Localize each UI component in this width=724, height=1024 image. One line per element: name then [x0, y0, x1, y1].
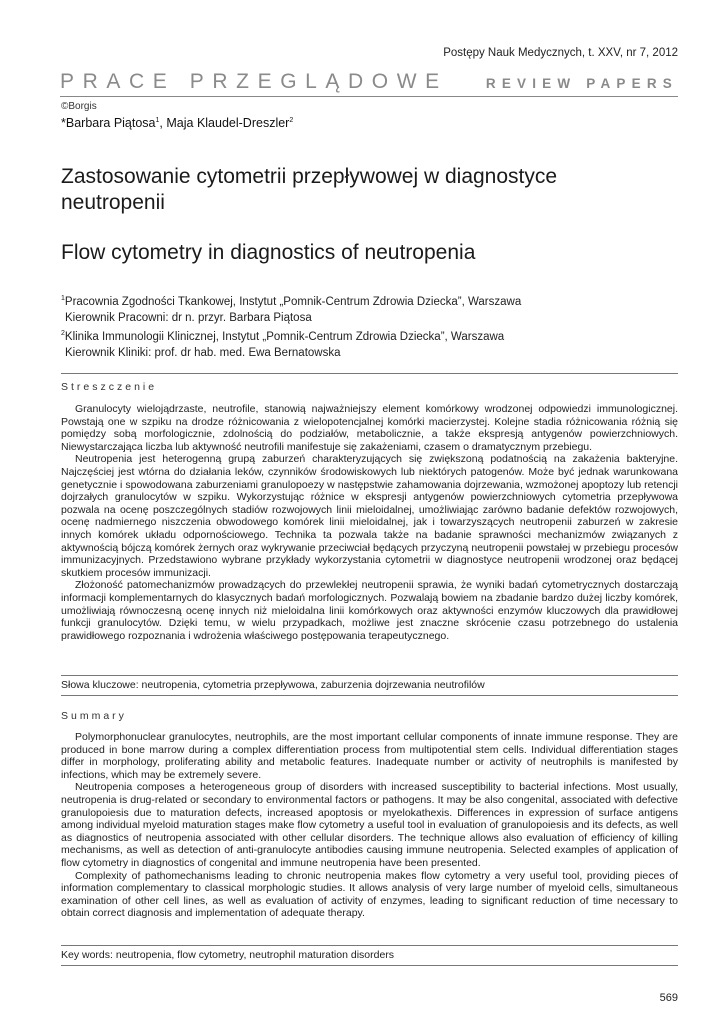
section-label-en: REVIEW PAPERS	[485, 76, 678, 91]
article-title-pl: Zastosowanie cytometrii przepływowej w diagnostyce neutropenii	[61, 165, 558, 214]
divider	[61, 695, 678, 696]
author-name: Barbara Piątosa	[65, 116, 156, 130]
abstract-en	[61, 731, 678, 920]
abstract-paragraph: Granulocyty wielojądrzaste, neutrofile, stanowią najważniejszy element komórkowy wrodzonej odpowiedzi immunologicznej. Powstają one w szpiku na drodze różnicowania z wielopotencjalnej komórki macierzystej. Kolejne stadia różnicowania różnią się pomiędzy sobą morfologicznie, zdolnością do podziałów, metabolicznie, a także ekspresją antygenów powierzchniowych. Niewystarczająca liczba lub aktywność neutrofili manifestuje się zakażeniami, czasem o dramatycznym przebiegu.	[61, 403, 678, 453]
affiliation-line	[61, 326, 521, 345]
abstract-paragraph: Complexity of pathomechanisms leading to chronic neutropenia makes flow cytometry a very useful tool, providing pieces of information complementary to classical morphologic studies. It allows analysis of very large number of myeloid cells, simultaneous examination of other cell lines, as well as evaluation of activity of enzymes, leading to significant reduction of time necessary to obtain correct diagnosis and implementation of adequate therapy.	[61, 869, 678, 920]
affiliation-ref: 2	[289, 116, 294, 124]
affiliation-line	[61, 291, 521, 310]
divider	[61, 373, 678, 374]
affiliation-number: 1	[61, 295, 65, 302]
corresponding-marker: *	[61, 116, 66, 130]
affiliation-ref: 1	[155, 116, 160, 124]
abstract-heading-pl: Streszczenie	[61, 381, 158, 393]
affiliation-text: Pracownia Zgodności Tkankowej, Instytut „Pomnik-Centrum Zdrowia Dziecka”, Warszawa	[64, 295, 522, 308]
affiliation-line	[61, 345, 521, 361]
affiliation-number: 2	[61, 329, 65, 337]
affiliation-text: Kierownik Kliniki: prof. dr hab. med. Ewa Bernatowska	[65, 346, 341, 359]
keywords-pl: Słowa kluczowe: neutropenia, cytometria przepływowa, zaburzenia dojrzewania neutrofilów	[61, 679, 485, 691]
affiliation-text: Klinika Immunologii Klinicznej, Instytut „Pomnik-Centrum Zdrowia Dziecka”, Warszawa	[64, 330, 505, 343]
affiliation-text: Kierownik Pracowni: dr n. przyr. Barbara Piątosa	[65, 311, 312, 324]
section-label-pl: PRACE PRZEGLĄDOWE	[60, 70, 448, 93]
copyright-publisher: ©Borgis	[61, 101, 97, 112]
divider	[61, 675, 678, 676]
journal-citation: Postępy Nauk Medycznych, t. XXV, nr 7, 2012	[443, 47, 678, 59]
keywords-en: Key words: neutropenia, flow cytometry, neutrophil maturation disorders	[61, 949, 395, 961]
author-name: Maja Klaudel-Dreszler	[166, 116, 290, 130]
divider	[61, 965, 678, 966]
author-list	[61, 116, 293, 130]
author-separator: ,	[159, 116, 167, 130]
abstract-paragraph: Złożoność patomechanizmów prowadzących do przewlekłej neutropenii sprawia, że wyniki badań cytometrycznych dostarczają informacji komplementarnych do klasycznych badań morfologicznych. Pozwalają bowiem na zbadanie bardzo dużej liczby komórek, umożliwiają równoczesną ocenę innych niż mieloidalna linii komórkowych oraz aktywności enzymów kluczowych dla prawidłowej funkcji granulocytów. Dzięki temu, w wielu przypadkach, możliwe jest znaczne skrócenie czasu potrzebnego do ustalenia prawidłowego rozpoznania i wdrożenia właściwego postępowania terapeutycznego.	[61, 579, 678, 642]
abstract-paragraph: Neutropenia composes a heterogeneous group of disorders with increased susceptibility to bacterial infections. Most usually, neutropenia is drug-related or secondary to environmental factors or pathogens. It may be also congenital, associated with defective granulopoiesis due to maturation defects, increased apoptosis or myelokathexis. Differences in expression of surface antigens among individual myeloid maturation stages make flow cytometry a useful tool in evaluation of granulopoiesis and its defects, as well as diagnostics of neutropenia associated with other cellular disorders. The technique allows also evaluation of efficiency of killing mechanisms, as well as detection of anti-granulocyte antibodies causing immune neutropenia. Selected examples of application of flow cytometry in diagnostics of congenital and immune neutropenia have been presented.	[61, 781, 678, 869]
page-number: 569	[659, 992, 678, 1004]
abstract-pl	[61, 403, 678, 642]
section-banner	[60, 68, 678, 97]
affiliation-line	[61, 310, 521, 326]
abstract-paragraph: Neutropenia jest heterogenną grupą zaburzeń charakteryzujących się zwiększoną podatnością na zakażenia bakteryjne. Najczęściej jest wtórna do działania leków, czynników środowiskowych lub niektórych patogenów. Może być jednak warunkowana genetycznie i spowodowana zaburzeniami granulopoezy w następstwie zahamowania dojrzewania, wzmożonej apoptozy lub retencji dojrzałych granulocytów w szpiku. Wykorzystując różnice w ekspresji antygenów powierzchniowych cytometria przepływowa pozwala na ocenę poszczególnych stadiów rozwojowych linii mieloidalnej, umożliwiając zarówno badanie defektów rozwojowych, ocenę nadmiernego niszczenia obwodowego komórek linii mieloidalnej, jak i towarzyszących neutropenii zaburzeń w zakresie innych komórek układu odpornościowego. Technika ta pozwala także na badanie sprawności mechanizmów związanych z aktywnością bójczą komórek żernych oraz wykrywanie przeciwciał będących przyczyną neutropenii powstałej w przebiegu procesów immunizacyjnych. Przedstawiono wybrane przykłady wykorzystania cytometrii w diagnostyce neutropenii wrodzonej oraz będącej skutkiem procesów immunizacji.	[61, 453, 678, 579]
article-title-en: Flow cytometry in diagnostics of neutropenia	[61, 241, 476, 264]
abstract-paragraph: Polymorphonuclear granulocytes, neutrophils, are the most important cellular components of innate immune response. They are produced in bone marrow during a complex differentiation process from multipotential stem cells. Individual differentiation stages differ in morphology, proliferating ability and metabolic features. Inadequate number or activity of neutrophils is manifested by infections, which may be extremely severe.	[61, 731, 678, 781]
affiliations	[61, 291, 521, 361]
abstract-heading-en: Summary	[61, 710, 127, 722]
divider	[61, 945, 678, 946]
